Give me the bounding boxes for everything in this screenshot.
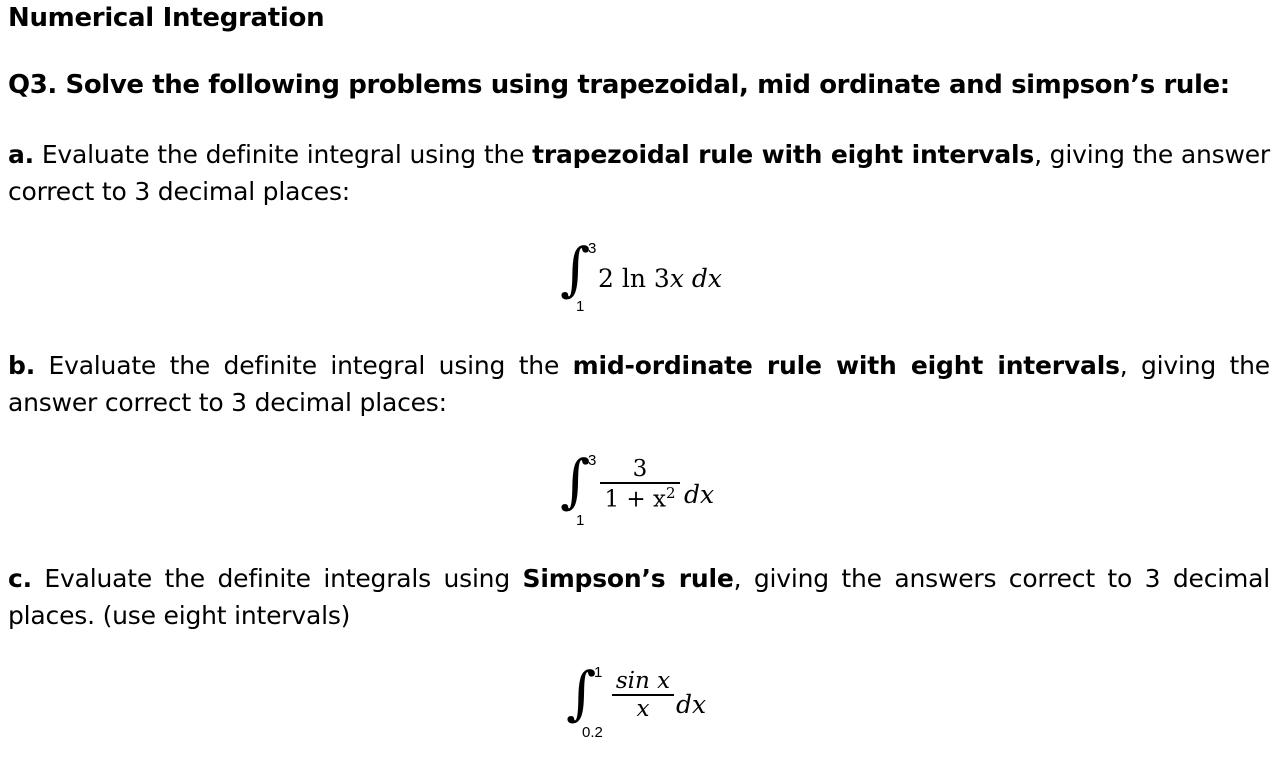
lower-limit: 1 [576, 512, 585, 529]
part-b-text [8, 347, 1270, 421]
differential: dx [691, 264, 722, 293]
lower-limit: 1 [576, 298, 585, 315]
integrand-var: x [669, 264, 684, 293]
integrand [598, 264, 722, 293]
part-b-text-1: Evaluate the definite integral using the [35, 351, 573, 380]
fraction [612, 668, 674, 722]
numerator: 3 [632, 456, 648, 482]
denominator-power: 2 [665, 483, 676, 502]
integrand-coef: 2 ln 3 [598, 264, 670, 293]
integral-sign: ∫ [560, 235, 591, 303]
part-a-text-1: Evaluate the definite integral using the [33, 140, 533, 169]
part-c-text-1: Evaluate the definite integrals using [31, 564, 523, 593]
differential: dx [676, 690, 707, 719]
integral-sign: ∫ [560, 447, 591, 515]
integral-sign: ∫ [566, 659, 597, 727]
question-heading: Q3. Solve the following problems using trapezoidal, mid ordinate and simpson’s rule: [8, 70, 1230, 100]
fraction [600, 456, 680, 512]
lower-limit: 0.2 [582, 724, 603, 741]
denominator: x [636, 695, 650, 722]
differential: dx [684, 480, 715, 509]
part-a-letter: a. [8, 140, 34, 169]
part-c-letter: c. [8, 564, 32, 593]
upper-limit: 3 [588, 452, 597, 469]
part-c-text-2: , giving the answers correct to 3 decimal places. (use eight intervals) [8, 564, 1271, 630]
denominator [600, 484, 680, 513]
part-b-bold: mid-ordinate rule with eight intervals [572, 351, 1120, 380]
numerator: sin x [615, 668, 671, 694]
part-a-text-2: , giving the answer correct to 3 decimal places: [8, 140, 1270, 206]
denominator-base: 1 + x [604, 486, 666, 513]
upper-limit: 1 [594, 664, 603, 681]
part-b-text-2: , giving the answer correct to 3 decimal places: [8, 351, 1270, 417]
part-a-text [8, 136, 1270, 210]
part-c-text [8, 560, 1270, 634]
part-c-bold: Simpson’s rule [522, 564, 734, 593]
part-b-letter: b. [8, 351, 35, 380]
page-title: Numerical Integration [8, 3, 325, 33]
upper-limit: 3 [588, 240, 597, 257]
part-a-bold: trapezoidal rule with eight intervals [532, 140, 1035, 169]
